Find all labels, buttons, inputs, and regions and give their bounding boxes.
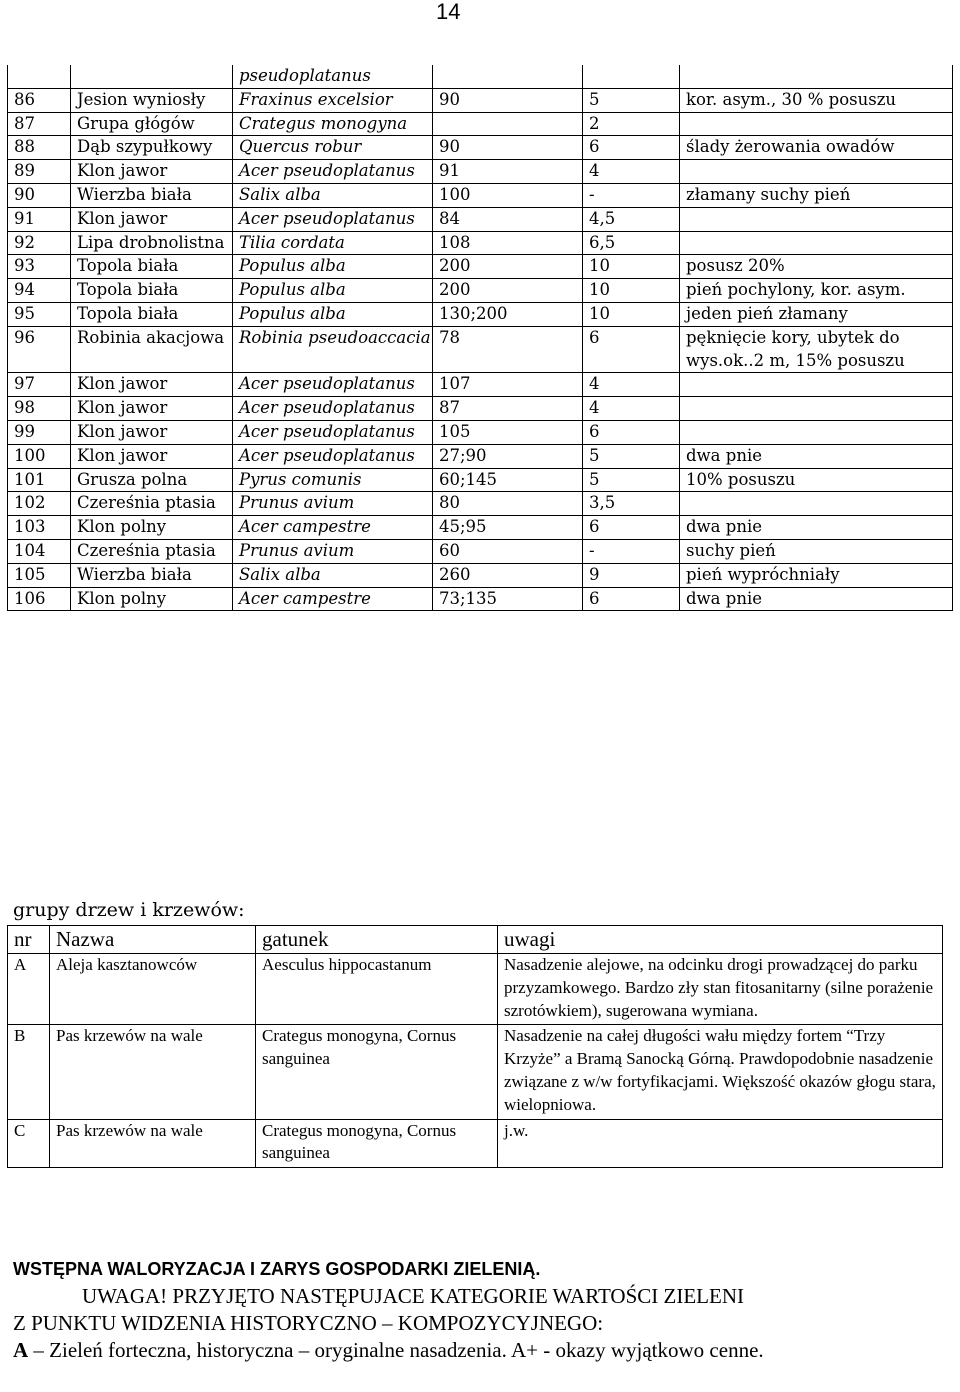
notes: złamany suchy pień [680, 183, 953, 207]
species-name: Acer pseudoplatanus [233, 420, 433, 444]
notes [680, 397, 953, 421]
species-name: Acer pseudoplatanus [233, 160, 433, 184]
height: - [583, 183, 680, 207]
category-a-label: A [13, 1338, 29, 1362]
trunk-circumference: 91 [433, 160, 583, 184]
row-number: 93 [8, 255, 71, 279]
table-row [8, 516, 953, 540]
notes [680, 160, 953, 184]
table-row [8, 255, 953, 279]
table-row [8, 231, 953, 255]
table-row [8, 302, 953, 326]
height: 6 [583, 326, 680, 373]
group-id: B [8, 1025, 50, 1119]
common-name: Dąb szypułkowy [71, 136, 233, 160]
row-number: 87 [8, 112, 71, 136]
group-notes: Nasadzenie alejowe, na odcinku drogi prowadzącej do parku przyzamkowego. Bardzo zły stan fitosanitarny (silne porażenie szrotówkiem), sugerowana wymiana. [498, 954, 943, 1025]
groups-header-row [8, 926, 943, 954]
groups-heading: grupy drzew i krzewów: [13, 899, 245, 921]
table-row [8, 1025, 943, 1119]
trunk-circumference: 45;95 [433, 516, 583, 540]
notes: jeden pień złamany [680, 302, 953, 326]
group-notes: Nasadzenie na całej długości wału między fortem “Trzy Krzyże” a Bramą Sanocką Górną. Prawdopodobnie nasadzenie związane z w/w fortyfikacjami. Większość okazów głogu stara, wielopniowa. [498, 1025, 943, 1119]
row-number: 91 [8, 207, 71, 231]
notes: dwa pnie [680, 516, 953, 540]
trunk-circumference: 78 [433, 326, 583, 373]
group-name: Aleja kasztanowców [50, 954, 256, 1025]
common-name: Klon jawor [71, 207, 233, 231]
species-name: Salix alba [233, 563, 433, 587]
groups-table [7, 925, 943, 1168]
species-name: Prunus avium [233, 539, 433, 563]
table-row [8, 397, 953, 421]
height: 10 [583, 302, 680, 326]
trunk-circumference: 130;200 [433, 302, 583, 326]
species-name: Acer campestre [233, 516, 433, 540]
species-name: Acer pseudoplatanus [233, 207, 433, 231]
trunk-circumference: 90 [433, 136, 583, 160]
common-name: Klon jawor [71, 420, 233, 444]
notes: pień wypróchniały [680, 563, 953, 587]
trunk-circumference: 200 [433, 255, 583, 279]
species-name: Populus alba [233, 302, 433, 326]
row-number: 96 [8, 326, 71, 373]
height: 10 [583, 279, 680, 303]
table-row [8, 112, 953, 136]
species-name: Populus alba [233, 255, 433, 279]
row-number: 86 [8, 88, 71, 112]
notes: 10% posuszu [680, 468, 953, 492]
row-number: 88 [8, 136, 71, 160]
row-number [8, 65, 71, 88]
table-row [8, 492, 953, 516]
table-row [8, 65, 953, 88]
species-name: Acer pseudoplatanus [233, 373, 433, 397]
height: 9 [583, 563, 680, 587]
height: 6,5 [583, 231, 680, 255]
trunk-circumference: 73;135 [433, 587, 583, 611]
height: 6 [583, 420, 680, 444]
common-name: Topola biała [71, 302, 233, 326]
note-line-2: Z PUNKTU WIDZENIA HISTORYCZNO – KOMPOZYCYJNEGO: [13, 1311, 604, 1335]
common-name: Jesion wyniosły [71, 88, 233, 112]
row-number: 100 [8, 444, 71, 468]
trunk-circumference: 260 [433, 563, 583, 587]
trunk-circumference: 108 [433, 231, 583, 255]
height: 5 [583, 88, 680, 112]
common-name: Lipa drobnolistna [71, 231, 233, 255]
common-name: Klon polny [71, 516, 233, 540]
row-number: 106 [8, 587, 71, 611]
row-number: 95 [8, 302, 71, 326]
trunk-circumference: 200 [433, 279, 583, 303]
notes: suchy pień [680, 539, 953, 563]
table-row [8, 468, 953, 492]
trunk-circumference: 80 [433, 492, 583, 516]
table-row [8, 420, 953, 444]
common-name: Klon polny [71, 587, 233, 611]
group-species: Crategus monogyna, Cornus sanguinea [256, 1119, 498, 1168]
table-row [8, 373, 953, 397]
common-name: Klon jawor [71, 397, 233, 421]
header-name: Nazwa [50, 926, 256, 954]
note-line-1: UWAGA! PRZYJĘTO NASTĘPUJACE KATEGORIE WARTOŚCI ZIELENI [82, 1284, 744, 1308]
height: 6 [583, 516, 680, 540]
height: 3,5 [583, 492, 680, 516]
header-notes: uwagi [498, 926, 943, 954]
table-row [8, 279, 953, 303]
notes: pęknięcie kory, ubytek do wys.ok..2 m, 15% posuszu [680, 326, 953, 373]
notes [680, 112, 953, 136]
height: 6 [583, 136, 680, 160]
notes [680, 231, 953, 255]
row-number: 105 [8, 563, 71, 587]
common-name: Topola biała [71, 279, 233, 303]
notes: ślady żerowania owadów [680, 136, 953, 160]
header-species: gatunek [256, 926, 498, 954]
common-name: Czereśnia ptasia [71, 539, 233, 563]
table-row [8, 326, 953, 373]
group-species: Aesculus hippocastanum [256, 954, 498, 1025]
notes: kor. asym., 30 % posuszu [680, 88, 953, 112]
row-number: 90 [8, 183, 71, 207]
height: - [583, 539, 680, 563]
species-name: Prunus avium [233, 492, 433, 516]
height: 4,5 [583, 207, 680, 231]
notes [680, 420, 953, 444]
notes [680, 373, 953, 397]
table-row [8, 183, 953, 207]
height: 4 [583, 160, 680, 184]
group-name: Pas krzewów na wale [50, 1025, 256, 1119]
trunk-circumference: 60 [433, 539, 583, 563]
table-row [8, 160, 953, 184]
height: 5 [583, 468, 680, 492]
species-name: Crategus monogyna [233, 112, 433, 136]
trunk-circumference: 84 [433, 207, 583, 231]
group-notes: j.w. [498, 1119, 943, 1168]
common-name: Topola biała [71, 255, 233, 279]
table-row [8, 444, 953, 468]
species-name: Populus alba [233, 279, 433, 303]
table-row [8, 88, 953, 112]
common-name: Wierzba biała [71, 563, 233, 587]
species-name: Acer pseudoplatanus [233, 397, 433, 421]
category-a-text: – Zieleń forteczna, historyczna – oryginalne nasadzenia. A+ - okazy wyjątkowo cenne. [28, 1338, 764, 1362]
trunk-circumference: 60;145 [433, 468, 583, 492]
notes: dwa pnie [680, 444, 953, 468]
group-id: A [8, 954, 50, 1025]
common-name: Wierzba biała [71, 183, 233, 207]
table-row [8, 954, 943, 1025]
row-number: 102 [8, 492, 71, 516]
row-number: 104 [8, 539, 71, 563]
common-name: Grupa głógów [71, 112, 233, 136]
species-name: Salix alba [233, 183, 433, 207]
notes [680, 492, 953, 516]
section-heading: WSTĘPNA WALORYZACJA I ZARYS GOSPODARKI ZIELENIĄ. [13, 1259, 541, 1279]
table-row [8, 1119, 943, 1168]
notes [680, 207, 953, 231]
trunk-circumference: 87 [433, 397, 583, 421]
row-number: 98 [8, 397, 71, 421]
species-name: Fraxinus excelsior [233, 88, 433, 112]
table-row [8, 587, 953, 611]
trunk-circumference: 107 [433, 373, 583, 397]
notes: dwa pnie [680, 587, 953, 611]
header-nr: nr [8, 926, 50, 954]
common-name: Grusza polna [71, 468, 233, 492]
notes: pień pochylony, kor. asym. [680, 279, 953, 303]
tree-inventory-table [7, 65, 953, 611]
trunk-circumference: 105 [433, 420, 583, 444]
species-name: Pyrus comunis [233, 468, 433, 492]
notes: posusz 20% [680, 255, 953, 279]
row-number: 97 [8, 373, 71, 397]
row-number: 101 [8, 468, 71, 492]
species-name: Acer pseudoplatanus [233, 444, 433, 468]
species-name: pseudoplatanus [233, 65, 433, 88]
trunk-circumference: 27;90 [433, 444, 583, 468]
note-line-3 [13, 1337, 893, 1364]
species-name: Quercus robur [233, 136, 433, 160]
species-name: Acer campestre [233, 587, 433, 611]
table-row [8, 563, 953, 587]
common-name: Robinia akacjowa [71, 326, 233, 373]
group-species: Crategus monogyna, Cornus sanguinea [256, 1025, 498, 1119]
group-id: C [8, 1119, 50, 1168]
height: 4 [583, 397, 680, 421]
height: 10 [583, 255, 680, 279]
table-row [8, 136, 953, 160]
height [583, 65, 680, 88]
table-row [8, 539, 953, 563]
height: 6 [583, 587, 680, 611]
page-number: 14 [436, 0, 461, 24]
row-number: 92 [8, 231, 71, 255]
notes [680, 65, 953, 88]
common-name: Klon jawor [71, 373, 233, 397]
height: 5 [583, 444, 680, 468]
table-row [8, 207, 953, 231]
height: 2 [583, 112, 680, 136]
common-name: Klon jawor [71, 160, 233, 184]
species-name: Tilia cordata [233, 231, 433, 255]
trunk-circumference [433, 65, 583, 88]
common-name: Czereśnia ptasia [71, 492, 233, 516]
species-name: Robinia pseudoaccacia [233, 326, 433, 373]
row-number: 89 [8, 160, 71, 184]
row-number: 99 [8, 420, 71, 444]
row-number: 103 [8, 516, 71, 540]
row-number: 94 [8, 279, 71, 303]
height: 4 [583, 373, 680, 397]
trunk-circumference: 90 [433, 88, 583, 112]
common-name [71, 65, 233, 88]
group-name: Pas krzewów na wale [50, 1119, 256, 1168]
trunk-circumference [433, 112, 583, 136]
common-name: Klon jawor [71, 444, 233, 468]
trunk-circumference: 100 [433, 183, 583, 207]
